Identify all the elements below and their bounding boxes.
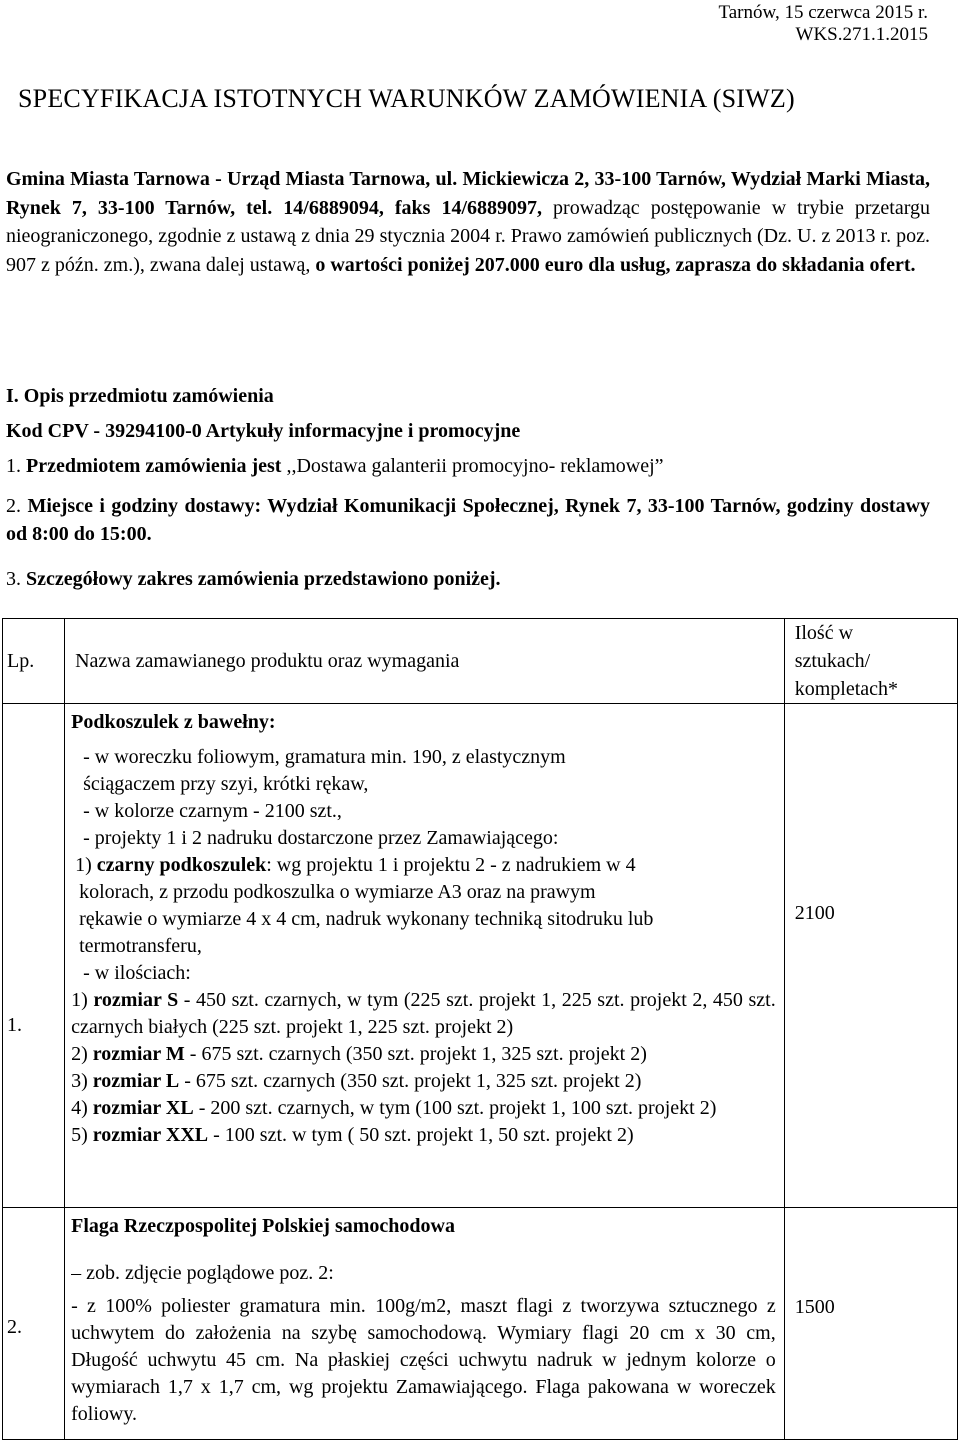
size-label: rozmiar M [92, 1043, 185, 1065]
col-header-name: Nazwa zamawianego produktu oraz wymagania [65, 619, 785, 704]
col-header-lp: Lp. [3, 619, 65, 704]
table-row [3, 704, 958, 1208]
spec-line: kolorach, z przodu podkoszulka o wymiarze A3 oraz na prawym [79, 881, 596, 903]
spec-line: - w woreczku foliowym, gramatura min. 190, z elastycznym [83, 746, 566, 768]
spec-line: – zob. zdjęcie poglądowe poz. 2: [71, 1262, 334, 1284]
list-item-label: Przedmiotem zamówienia jest [26, 455, 282, 477]
row-description [65, 1208, 785, 1440]
cpv-code: Kod CPV - 39294100-0 Artykuły informacyjne i promocyjne [6, 420, 521, 442]
list-item-2 [6, 492, 930, 548]
spec-line: - projekty 1 i 2 nadruku dostarczone przez Zamawiającego: [83, 827, 559, 849]
spec-line: termotransferu, [79, 935, 202, 957]
list-item-3 [6, 565, 501, 593]
place-date: Tarnów, 15 czerwca 2015 r. [718, 2, 928, 23]
col-header-qty [784, 619, 957, 704]
spec-text: : wg projektu 1 i projektu 2 - z nadrukiem w 4 [266, 854, 636, 876]
size-label: rozmiar S [93, 989, 179, 1011]
size-prefix: 4) [71, 1097, 93, 1119]
size-text: - 100 szt. w tym ( 50 szt. projekt 1, 50 szt. projekt 2) [208, 1124, 634, 1146]
product-title: Flaga Rzeczpospolitej Polskiej samochodowa [71, 1215, 455, 1237]
section-heading: I. Opis przedmiotu zamówienia [6, 385, 274, 407]
size-prefix: 1) [71, 989, 94, 1011]
size-prefix: 3) [71, 1070, 93, 1092]
row-lp-text: 1. [7, 1014, 22, 1036]
list-item-number: 1. [6, 455, 21, 477]
size-text: - 200 szt. czarnych, w tym (100 szt. projekt 1, 100 szt. projekt 2) [193, 1097, 717, 1119]
row-lp-text: 2. [7, 1316, 22, 1338]
row-description [65, 704, 785, 1208]
spec-bold: czarny podkoszulek [96, 854, 267, 876]
size-prefix: 5) [71, 1124, 93, 1146]
spec-line: ściągaczem przy szyi, krótki rękaw, [83, 773, 369, 795]
row-lp [3, 1208, 65, 1440]
spec-line: - w kolorze czarnym - 2100 szt., [83, 800, 342, 822]
size-line [71, 1122, 776, 1151]
row-quantity [784, 1208, 957, 1440]
size-label: rozmiar XXL [92, 1124, 209, 1146]
intro-invitation: o wartości poniżej 207.000 euro dla usług, zaprasza do składania ofert. [315, 253, 916, 276]
products-table [2, 618, 958, 1440]
intro-procedure: prowadząc postępowanie w trybie przetargu nieograniczonego, zgodnie z ustawą z dnia 29 stycznia 2004 r. Prawo zamówień publicznych (Dz. U. z 2013 r. poz. 907 z późn. zm.), zwana dalej ustawą, [6, 196, 931, 276]
row-quantity [784, 704, 957, 1208]
size-line [71, 1041, 776, 1068]
size-label: rozmiar XL [92, 1097, 194, 1119]
list-item-text: Miejsce i godziny dostawy: Wydział Komunikacji Społecznej, Rynek 7, 33-100 Tarnów, godziny dostawy od 8:00 do 15:00. [6, 495, 931, 545]
size-text: - 675 szt. czarnych (350 szt. projekt 1, 325 szt. projekt 2) [179, 1070, 642, 1092]
table-row [3, 1208, 958, 1440]
intro-paragraph [6, 165, 930, 279]
qty-header-line: sztukach/ [794, 650, 871, 672]
size-label: rozmiar L [92, 1070, 180, 1092]
spec-line: rękawie o wymiarze 4 x 4 cm, nadruk wykonany techniką sitodruku lub [79, 908, 654, 930]
size-text: - 675 szt. czarnych (350 szt. projekt 1, 325 szt. projekt 2) [184, 1043, 647, 1065]
spec-paragraph: - z 100% poliester gramatura min. 100g/m2, maszt flagi z tworzywa sztucznego z uchwytem do założenia na szybę samochodową. Wymiary flagi 20 cm x 30 cm, Długość uchwytu 45 cm. Na płaskiej części uchwytu nadruk w jednym kolorze o wymiarach 1,7 x 1,7 cm, wg projektu Zamawiającego. Flaga pakowana w woreczek foliowy. [71, 1295, 776, 1425]
intro-contracting-authority: Gmina Miasta Tarnowa - Urząd Miasta Tarnowa, ul. Mickiewicza 2, 33-100 Tarnów, Wydział Marki Miasta, Rynek 7, 33-100 Tarnów, tel. 14/6889094, faks 14/6889097, [6, 168, 930, 219]
list-item-text: Szczegółowy zakres zamówienia przedstawiono poniżej. [26, 568, 501, 590]
spec-prefix: 1) [75, 854, 97, 876]
product-title: Podkoszulek z bawełny: [71, 711, 276, 733]
list-item-number: 3. [6, 568, 21, 590]
reference-number: WKS.271.1.2015 [795, 24, 928, 45]
quantity-value: 2100 [794, 902, 835, 924]
row-lp [3, 704, 65, 1208]
list-item-number: 2. [6, 495, 21, 517]
qty-header-line: kompletach* [794, 678, 899, 700]
document-title: SPECYFIKACJA ISTOTNYCH WARUNKÓW ZAMÓWIENIA (SIWZ) [18, 84, 795, 113]
table-header-row [3, 619, 958, 704]
size-text: - 450 szt. czarnych, w tym (225 szt. projekt 1, 225 szt. projekt 2, 450 szt. czarnych białych (225 szt. projekt 1, 225 szt. projekt 2) [71, 989, 776, 1038]
spec-line: - w ilościach: [83, 962, 191, 984]
list-item-text: ,,Dostawa galanterii promocyjno- reklamowej” [281, 455, 664, 477]
spec-line [71, 852, 776, 879]
quantity-value: 1500 [794, 1296, 835, 1318]
size-line [71, 987, 776, 1041]
size-line [71, 1068, 776, 1095]
size-prefix: 2) [71, 1043, 93, 1065]
size-line [71, 1095, 776, 1122]
qty-header-line: Ilość w [794, 622, 854, 644]
list-item-1 [6, 452, 664, 480]
